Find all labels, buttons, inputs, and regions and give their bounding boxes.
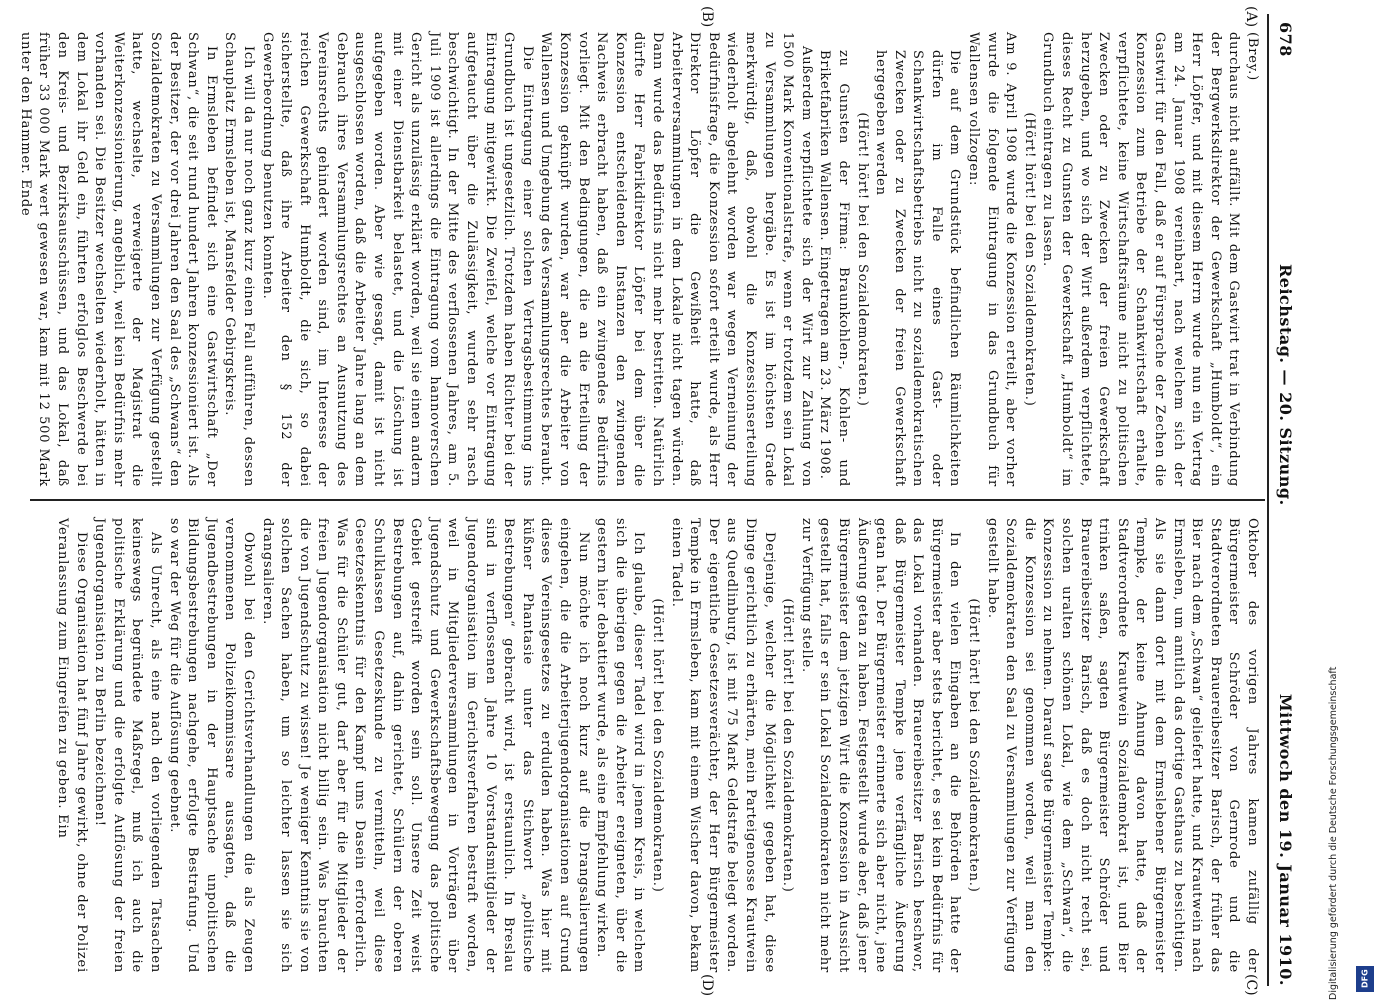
session-date: Mittwoch den 19. Januar 1910. [1276,693,1295,986]
column-divider [30,499,1265,501]
paragraph: Diese Organisation hat fünf Jahre gewirkt, ohne der Polizei Veranlassung zum Eingreifen zu geben. Ein [55,518,89,973]
dfg-logo: DFG [1356,966,1374,992]
paragraph: (Hört! hört! bei den Sozialdemokraten.) [966,598,982,893]
paragraph: In den vielen Eingaben an die Behörden hatte der Bürgermeister aber stets berichtet, es sei kein Bedürfnis für das Lokal vorhanden. Brauereibesitzer Barisch beschwor, daß Bürgermeister Tempke jene verfängliche Äußerung getan hat. Der Bürgermeister erinnerte sich aber nicht, jene Äußerung getan zu haben. Festgestellt wurde aber, daß jener Bürgermeister dem jetzigen Wirt die Konzession in Aussicht gestellt hat, falls er sein Lokal Sozialdemokraten nicht mehr zur Verfügung stelle. [798,518,963,973]
left-text-column [15,32,1261,487]
paragraph: Außerdem verpflichtete sich der Wirt zur Zahlung von 1500 Mark Konventionalstrafe, wenn er trotzdem sein Lokal zu Versammlungen hergäbe. Es ist im höchsten Grade merkwürdig, daß, obwohl die Konzessionserteilung wiederholt abgelehnt worden war wegen Verneinung der Bedürfnisfrage, die Konzession sofort erteilt wurde, als Herr Direktor Löpfer die Gewißheit hatte, daß Arbeiterversammlungen in dem Lokale nicht tagen würden. Dann wurde das Bedürfnis nicht mehr bestritten. Natürlich dürfte Herr Fabrikdirektor Löpfer bei dem über die Konzession entscheidenden Instanzen den zwingenden Nachweis erbracht haben, daß ein zwingendes Bedürfnis vorliegt. Mit den Bedingungen, die an die Erteilung der Konzession geknüpft wurden, war aber die Arbeiter von Wallensen und Umgebung des Versammlungsrechtes beraubt. [538,32,814,487]
paragraph: (Hört! hört! bei den Sozialdemokraten.) [780,598,796,893]
paragraph: (Hört! hört! bei den Sozialdemokraten.) [854,112,870,407]
paragraph: (Hört! hört! bei den Sozialdemokraten.) [1021,112,1037,407]
digitization-credit: Digitalisierung gefördert durch die Deutsche Forschungsgemeinschaft [1328,666,1339,1000]
margin-mark-a: (A) [1243,6,1259,28]
margin-mark-c: (C) [1243,974,1259,996]
margin-mark-d: (D) [699,974,715,997]
paragraph: Ich glaube, dieser Tadel wird in jenem Kreis, in welchem sich die überigen gegen die Arbeiter ereigneten, über die gestern hier debattiert wurde, als eine Empfehlung wirken. [594,518,647,973]
right-text-column [52,518,1261,973]
paragraph: Als Unrecht, als eine nach den vorliegenden Tatsachen keineswegs begründete Maßregel, muß ich auch die politische Erklärung und die erfolgte Auflösung der freien Jugendorganisation zu Berlin bezeichnen! [92,518,163,973]
paragraph: Ich will da nur noch ganz kurz einen Fall aufführen, dessen Schauplatz Ermsleben ist, Mansfelder Gebirgskreis. [222,32,256,487]
document-page [5,0,1315,1000]
session-title: Reichstag. — 20. Sitzung. [1276,264,1295,506]
paragraph: (Hört! hört! bei den Sozialdemokraten.) [650,598,665,893]
header-rule [1267,14,1269,986]
paragraph: zu Gunsten der Firma: Braunkohlen-, Kohlen- und Briketfabriken Wallensen. Eingetragen am 23. März 1908. [817,50,851,487]
paragraph: Nun möchte ich noch kurz auf die Drangsalierungen eingehen, die die Arbeiterjugendorganisationen auf Grund dieses Vereinsgesetzes zu erdulden haben. Was hier mit küßner Phantasie unter das Stichwort „politische Bestrebungen“ gebracht wird, ist erstaunlich. In Breslau sind in verflossenen Jahre 10 Vorstandsmitglieder der Jugendorganisation im Gerichtsverfahren bestraft worden, weil in Mitgliederversammlungen in Vorträgen über Jugendschutz und Gewerkschaftsbewegung das politische Gebiet gestreift worden sein soll. Unsere Zeit weist Bestrebungen auf, dahin gerichtet, Schülern der oberen Schulklassen Gesetzeskunde zu vermitteln, weil diese Gesetzeskenntnis für den Kampf ums Dasein erforderlich. Was für die Schüler gut, darf aber für die Mitglieder der freien Jugendorganisation nicht billig sein. Was brauchten die von Jugendschutz zu wissen! Je weniger Kenntnis sie von solchen Sachen haben, um so leichter lassen sie sich drangsalieren. [259,518,591,973]
margin-mark-b: (B) [699,6,715,28]
paragraph: Die Eintragung einer solchen Vertragsbestimmung ins Grundbuch ist ungesetzlich. Trotzdem haben Richter bei der Eintragung mitgewirkt. Die Zweifel, welche vor Eintragung aufgetaucht über die Zulässigkeit, wurden sehr rasch beschwichtigt. In der Mitte des verflossenen Jahres, am 5. Juli 1909 ist allerdings die Eintragung vom hannoverschen Gericht als unzulässig erklärt worden, weil sie einen andern mit einer Dienstbarkeit belastet, und die Löschung ist aufgegeben worden. Aber wie gesagt, damit ist nicht ausgeschlossen worden, daß die Arbeiter Jahre lang an dem Gebrauch ihres Versammlungsrechtes an Ausnutzung des Vereinsrechts gehindert worden sind, im Interesse der reichen Gewerkschaft Humboldt, die sich, so dabei sicherstellte, daß ihre Arbeiter den § 152 der Gewerbeordnung benutzen konnten. [259,32,535,487]
paragraph: durchaus nicht auffällt. Mit dem Gastwirt trat in Verbindung der Bergwerksdirektor der Gewerkschaft „Humboldt“, ein Herr Löpfer, und mit diesem Herrn wurde nun ein Vertrag am 24. Januar 1908 vereinbart, nach welchem sich der Gastwirt für den Fall, daß er auf Fürsprache der Zechen die Konzession zum Betriebe der Schankwirtschaft erhalte, verpflichtete, keine Wirtschaftsräume nicht zu politischen Zwecken oder zu Zwecken der freien Gewerkschaft herzugeben, und wo sich der Wirt außerdem verpflichtete, dieses Recht zu Gunsten der Gewerkschaft „Humboldt“ im Grundbuch eintragen zu lassen. [1040,32,1242,487]
paragraph: Obwohl bei den Gerichtsverhandlungen die als Zeugen vernommenen Polizeikommissare aussagten, daß die Jugendbestrebungen in der Hauptsache unpolitischen Bildungsbestrebungen nachgehe, erfolgte Bestrafung. Und so war der Weg für die Auflösung geebnet. [166,518,256,973]
paragraph: (Brey.) [1245,32,1260,81]
paragraph: Oktober des vorigen Jahres kamen zufällig der Bürgermeister Schröder von Gernrode und die Stadtverordneten Brauereibesitzer Barisch, der früher das Bier nach dem „Schwan“ geliefert hatte, und Krautwein nach Ermsleben, um amtlich das dortige Gasthaus zu besichtigen. Als sie dann dort mit dem Ermslebener Bürgermeister Tempke, der keine Ahnung davon hatte, daß der Stadtverordnete Krautwein Sozialdemokrat ist, und Bier trinken saßen, sagten Bürgermeister Schröder und Brauereibesitzer Barisch, daß es doch nicht recht sei, solchen uralten schönen Lokal, wie dem „Schwan“, die Konzession zu nehmen. Darauf sagte Bürgermeister Tempke: die Konzession sei genommen worden, weil man den Sozialdemokraten den Saal zu Versammlungen zur Verfügung gestellt habe. [984,518,1260,973]
paragraph: Derjenige, welcher die Möglichkeit gegeben hat, diese Dinge gerichtlich zu erhärten, mein Parteigenosse Krautwein aus Quedlinburg, ist mit 75 Mark Geldstrafe belegt worden. Der eigentliche Gesetzesverächter, der Herr Bürgermeister Tempke in Ermsleben, kam mit einem Wischer davon, bekam einen Tadel. [668,518,777,973]
paragraph: Die auf dem Grundstück befindlichen Räumlichkeiten dürfen im Falle eines Gast- oder Schankwirtschaftsbetriebs nicht zu sozialdemokratischen Zwecken oder zu Zwecken der freien Gewerkschaft hergegeben werden [873,50,963,487]
paragraph: In Ermsleben befindet sich eine Gastwirtschaft „Der Schwan“, die seit rund hundert Jahren konzessioniert ist. Als der Besitzer, der vor drei Jahren den Saal des „Schwans“ den Sozialdemokraten zu Versammlungen zur Verfügung gestellt hatte, wechselte, verweigerte der Magistrat die Weiterkonzessionierung, angeblich, weil kein Bedürfnis mehr vorhanden sei. Die Besitzer wechselten wiederholt, hätten in dem Lokal ihr Geld ein, führten erfolglos Beschwerde bei den Kreis- und Bezirksausschüssen, und das Lokal, daß früher 33 000 Mark wert gewesen war, kam mit 12 500 Mark unter den Hammer. Ende [17,32,219,487]
paragraph: Am 9. April 1908 wurde die Konzession erteilt, aber vorher wurde die folgende Eintragung in das Grundbuch für Wallensen vollzogen: [966,32,1019,487]
page-header [1269,14,1295,986]
page-number: 678 [1276,22,1295,57]
